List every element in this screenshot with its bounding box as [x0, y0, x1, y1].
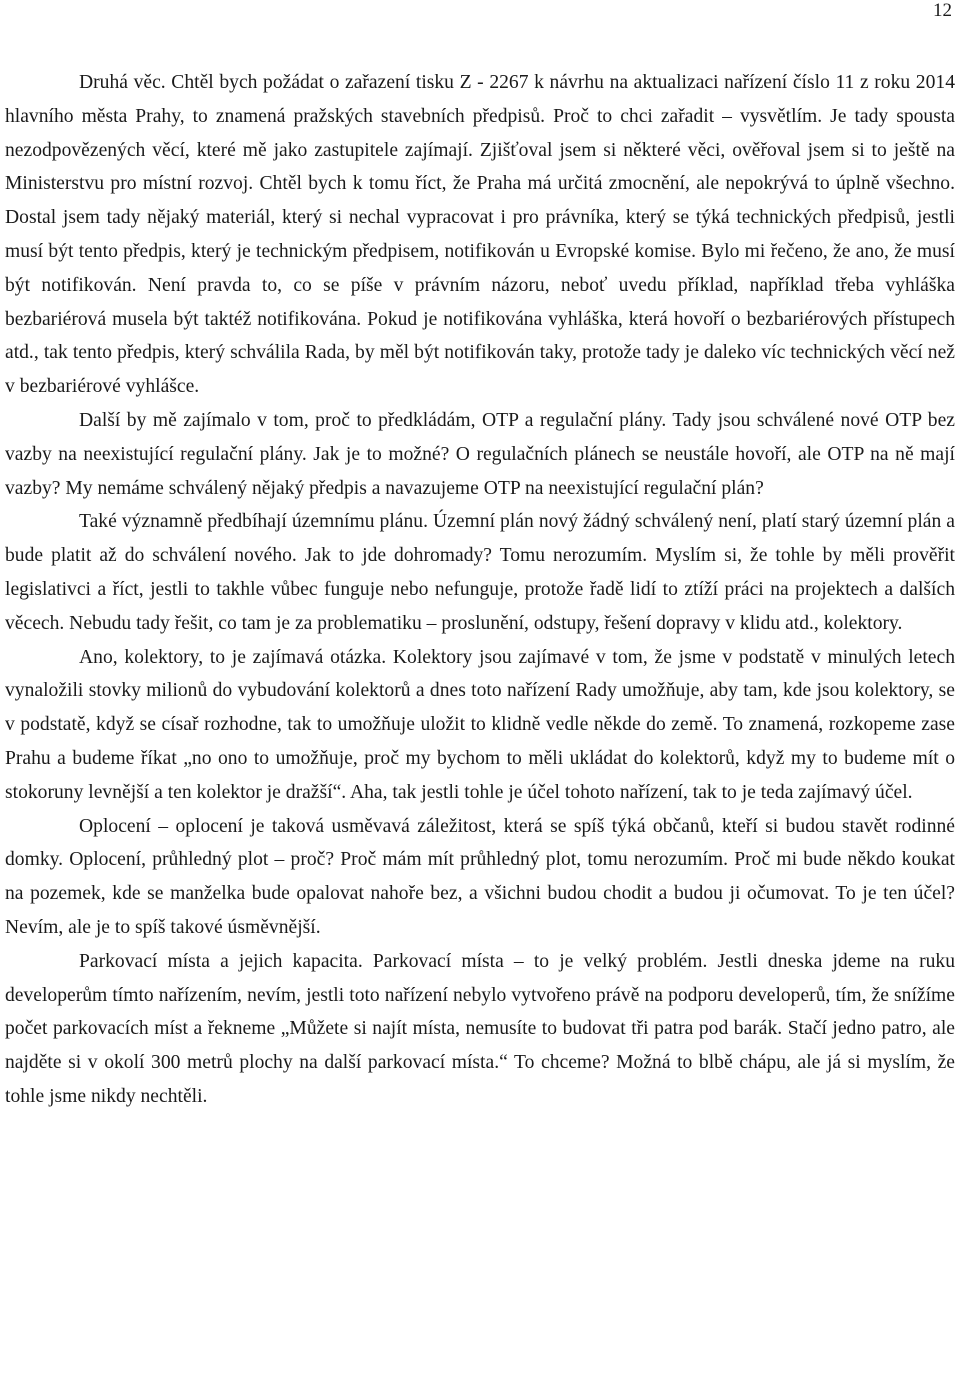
- paragraph-5: Oplocení – oplocení je taková usměvavá záležitost, která se spíš týká občanů, kteří si budou stavět rodinné domky. Oplocení, průhledný plot – proč? Proč mám mít průhledný plot, tomu nerozumím. Proč mi bude někdo koukat na pozemek, kde se manželka bude opalovat nahoře bez, a všichni budou chodit a budou ji očumovat. To je ten účel? Nevím, ale je to spíš takové úsměvnější.: [5, 815, 955, 938]
- paragraph-2: Další by mě zajímalo v tom, proč to předkládám, OTP a regulační plány. Tady jsou schválené nové OTP bez vazby na neexistující regulační plány. Jak je to možné? O regulačních plánech se neustále hovoří, ale OTP na ně mají vazby? My nemáme schválený nějaký předpis a navazujeme OTP na neexistující regulační plán?: [5, 409, 955, 499]
- paragraph-6: Parkovací místa a jejich kapacita. Parkovací místa – to je velký problém. Jestli dneska jdeme na ruku developerům tímto nařízením, nevím, jestli toto nařízení nebylo vytvořeno právě na podporu developerů, tím, že snížíme počet parkovacích míst a řekneme „Můžete si najít místa, nemusíte to budovat tři patra pod barák. Stačí jedno patro, ale najděte si v okolí 300 metrů plochy na další parkovací místa.“ To chceme? Možná to blbě chápu, ale já si myslím, že tohle jsme nikdy nechtěli.: [5, 950, 955, 1107]
- page-number: 12: [933, 0, 952, 21]
- paragraph-3: Také významně předbíhají územnímu plánu. Územní plán nový žádný schválený není, platí starý územní plán a bude platit až do schválení nového. Jak to jde dohromady? Tomu nerozumím. Myslím si, že tohle by měli prověřit legislativci a říct, jestli to takhle vůbec funguje nebo nefunguje, protože řadě lidí to ztíží práci na projektech a dalších věcech. Nebudu tady řešit, co tam je za problematiku – proslunění, odstupy, řešení dopravy v klidu atd., kolektory.: [5, 511, 955, 634]
- document-body: [5, 66, 955, 1114]
- paragraph-1: Druhá věc. Chtěl bych požádat o zařazení tisku Z - 2267 k návrhu na aktualizaci nařízení číslo 11 z roku 2014 hlavního města Prahy, to znamená pražských stavebních předpisů. Proč to chci zařadit – vysvětlím. Je tady spousta nezodpovězených věcí, které mě jako zastupitele zajímají. Zjišťoval jsem si některé věci, ověřoval jsem si to ještě na Ministerstvu pro místní rozvoj. Chtěl bych k tomu říct, že Praha má určitá zmocnění, ale nepokrývá to úplně všechno. Dostal jsem tady nějaký materiál, který si nechal vypracovat i pro právníka, který se týká technických předpisů, jestli musí být tento předpis, který je technickým předpisem, notifikován u Evropské komise. Bylo mi řečeno, že ano, že musí být notifikován. Není pravda to, co se píše v právním názoru, neboť uvedu příklad, například třeba vyhláška bezbariérová musela být taktéž notifikována. Pokud je notifikována vyhláška, která hovoří o bezbariérových přístupech atd., tak tento předpis, který schválila Rada, by měl být notifikován taky, protože tady je daleko víc technických věcí než v bezbariérové vyhlášce.: [5, 72, 955, 398]
- paragraph-4: Ano, kolektory, to je zajímavá otázka. Kolektory jsou zajímavé v tom, že jsme v podstatě v minulých letech vynaložili stovky milionů do vybudování kolektorů a dnes toto nařízení Rady umožňuje, aby tam, kde jsou kolektory, se v podstatě, když se císař rozhodne, tak to umožňuje uložit to klidně vedle někde do země. To znamená, rozkopeme zase Prahu a budeme říkat „no ono to umožňuje, proč my bychom to měli ukládat do kolektorů, když my to budeme mít o stokoruny levnější a ten kolektor je dražší“. Aha, tak jestli tohle je účel tohoto nařízení, tak to je teda zajímavý účel.: [5, 646, 955, 803]
